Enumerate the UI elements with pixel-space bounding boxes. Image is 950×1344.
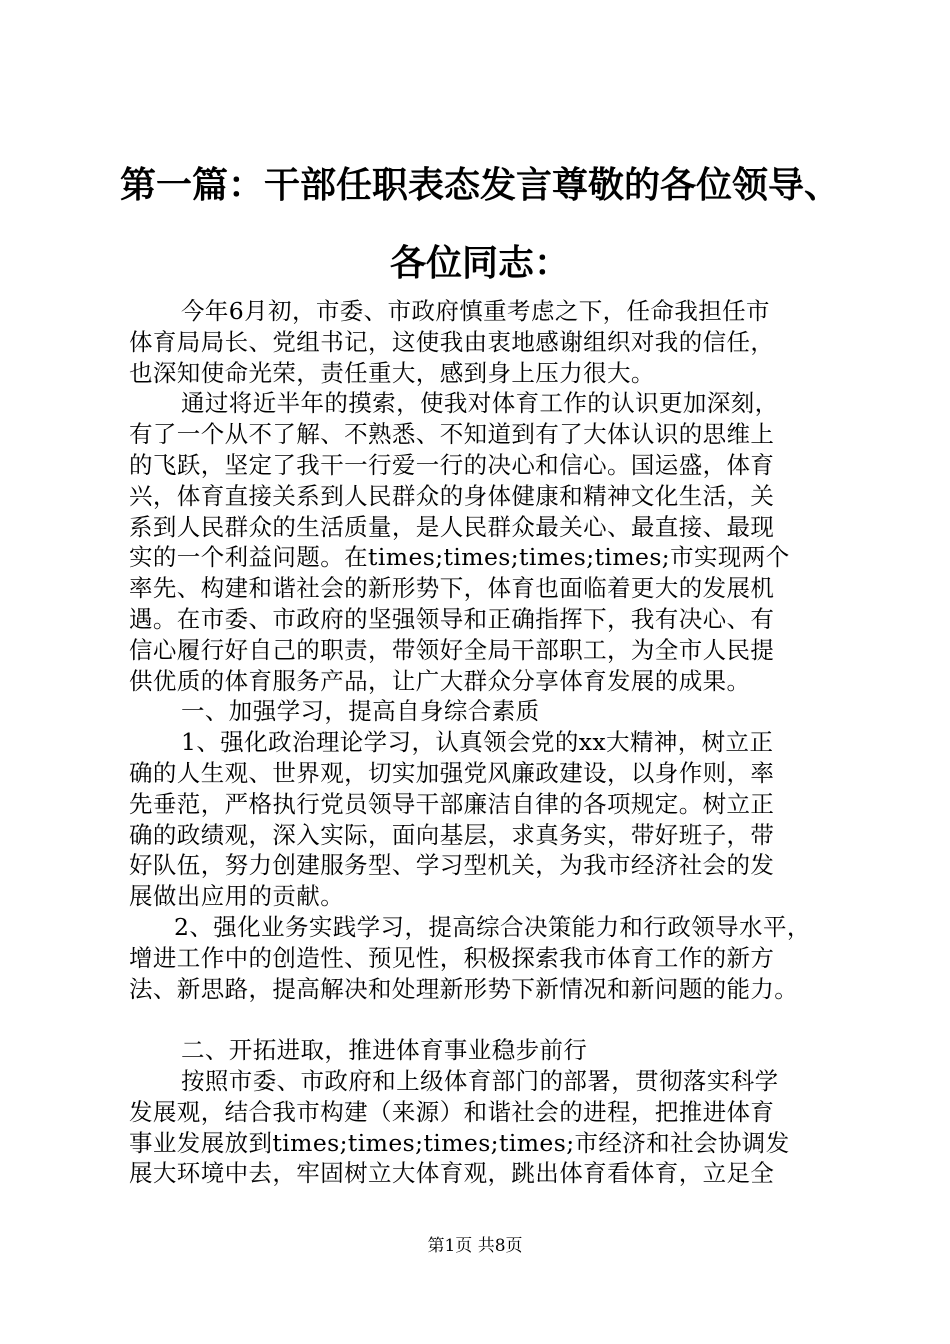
paragraph-line: 展做出应用的贡献。 bbox=[129, 882, 345, 911]
paragraph-line: 先垂范，严格执行党员领导干部廉洁自律的各项规定。树立正 bbox=[129, 789, 775, 818]
paragraph-line: 通过将近半年的摸索，使我对体育工作的认识更加深刻， bbox=[181, 389, 779, 418]
paragraph-line: 供优质的体育服务产品，让广大群众分享体育发展的成果。 bbox=[129, 666, 751, 695]
paragraph-line: 2、强化业务实践学习，提高综合决策能力和行政领导水平， bbox=[174, 912, 811, 941]
paragraph-line: 发展观，结合我市构建（来源）和谐社会的进程，把推进体育 bbox=[129, 1097, 775, 1126]
paragraph-line: 法、新思路，提高解决和处理新形势下新情况和新问题的能力。 bbox=[129, 974, 799, 1003]
section-heading: 一、加强学习，提高自身综合素质 bbox=[181, 697, 540, 726]
paragraph-line: 今年6月初，市委、市政府慎重考虑之下，任命我担任市 bbox=[181, 297, 770, 325]
paragraph-line: 好队伍，努力创建服务型、学习型机关，为我市经济社会的发 bbox=[129, 851, 775, 880]
paragraph-line: 信心履行好自己的职责，带领好全局干部职工，为全市人民提 bbox=[129, 635, 775, 664]
paragraph-line: 也深知使命光荣，责任重大，感到身上压力很大。 bbox=[129, 358, 655, 387]
paragraph-line: 1、强化政治理论学习，认真领会党的xx大精神，树立正 bbox=[181, 728, 774, 757]
document-title-line-1: 第一篇：干部任职表态发言尊敬的各位领导、 bbox=[119, 165, 840, 206]
paragraph-line: 确的人生观、世界观，切实加强党风廉政建设，以身作则，率 bbox=[129, 758, 775, 787]
paragraph-line: 系到人民群众的生活质量，是人民群众最关心、最直接、最现 bbox=[129, 512, 775, 541]
document-body bbox=[129, 296, 839, 1189]
blank-line bbox=[129, 1004, 839, 1035]
document-title-line-2: 各位同志： bbox=[389, 243, 570, 284]
page-number-footer: 第1页 共8页 bbox=[427, 1236, 523, 1256]
section-heading: 二、开拓进取，推进体育事业稳步前行 bbox=[181, 1036, 588, 1065]
paragraph-line: 事业发展放到times;times;times;times;市经济和社会协调发 bbox=[129, 1128, 790, 1157]
paragraph-line: 确的政绩观，深入实际，面向基层，求真务实，带好班子，带 bbox=[129, 820, 775, 849]
paragraph-line: 实的一个利益问题。在times;times;times;times;市实现两个 bbox=[129, 543, 790, 572]
paragraph-line: 兴，体育直接关系到人民群众的身体健康和精神文化生活，关 bbox=[129, 481, 775, 510]
paragraph-line: 体育局局长、党组书记，这使我由衷地感谢组织对我的信任， bbox=[129, 327, 775, 356]
paragraph-line: 遇。在市委、市政府的坚强领导和正确指挥下，我有决心、有 bbox=[129, 604, 775, 633]
paragraph-line: 率先、构建和谐社会的新形势下，体育也面临着更大的发展机 bbox=[129, 574, 775, 603]
paragraph-line: 展大环境中去，牢固树立大体育观，跳出体育看体育，立足全 bbox=[129, 1159, 775, 1188]
paragraph-line: 有了一个从不了解、不熟悉、不知道到有了大体认识的思维上 bbox=[129, 420, 775, 449]
paragraph-line: 的飞跃，坚定了我干一行爱一行的决心和信心。国运盛，体育 bbox=[129, 450, 775, 479]
paragraph-line: 按照市委、市政府和上级体育部门的部署，贯彻落实科学 bbox=[181, 1066, 779, 1095]
paragraph-line: 增进工作中的创造性、预见性，积极探索我市体育工作的新方 bbox=[129, 943, 775, 972]
